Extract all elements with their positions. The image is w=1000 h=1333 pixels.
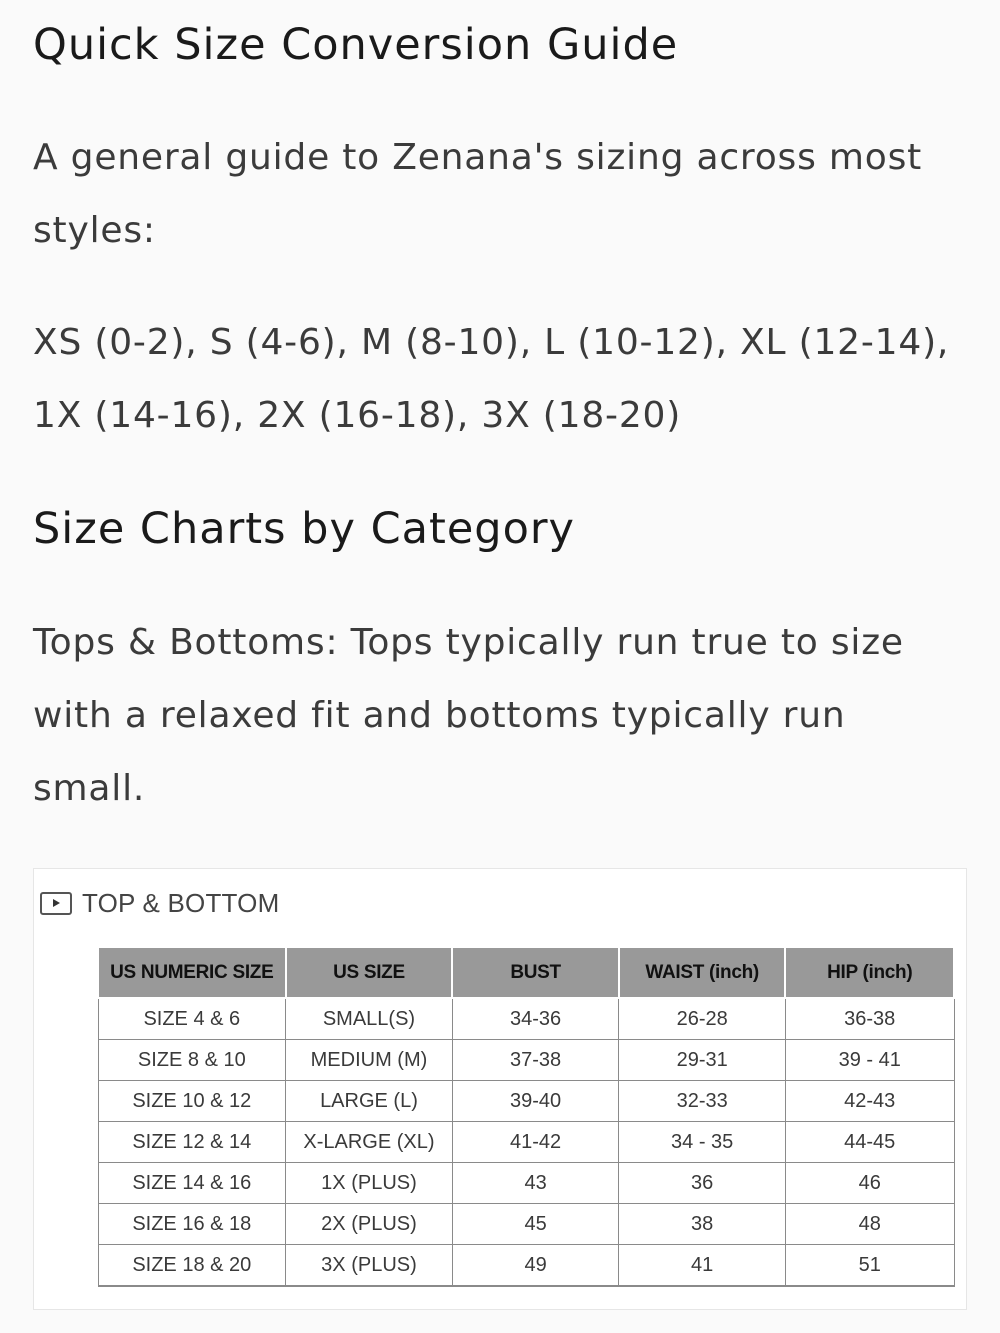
table-cell: 39-40 bbox=[452, 1081, 619, 1122]
table-row bbox=[98, 1081, 954, 1122]
size-chart-panel bbox=[33, 868, 967, 1310]
tops-bottoms-note: Tops & Bottoms: Tops typically run true to size with a relaxed fit and bottoms typically run small. bbox=[33, 622, 904, 809]
table-cell: SMALL(S) bbox=[286, 998, 453, 1040]
table-header-row bbox=[98, 947, 954, 998]
panel-toggle-header[interactable] bbox=[40, 885, 279, 921]
table-cell: SIZE 12 & 14 bbox=[98, 1122, 286, 1163]
table-cell: 48 bbox=[785, 1204, 954, 1245]
play-triangle-icon[interactable] bbox=[40, 892, 72, 915]
table-cell: 43 bbox=[452, 1163, 619, 1204]
column-header: HIP (inch) bbox=[785, 947, 954, 998]
table-cell: 51 bbox=[785, 1245, 954, 1287]
table-cell: LARGE (L) bbox=[286, 1081, 453, 1122]
table-cell: 36 bbox=[619, 1163, 786, 1204]
table-cell: 44-45 bbox=[785, 1122, 954, 1163]
table-cell: 2X (PLUS) bbox=[286, 1204, 453, 1245]
table-row bbox=[98, 1122, 954, 1163]
size-list-paragraph: XS (0-2), S (4-6), M (8-10), L (10-12), XL (12-14), 1X (14-16), 2X (16-18), 3X (18-20) bbox=[33, 322, 950, 436]
table-cell: 41 bbox=[619, 1245, 786, 1287]
table-cell: 46 bbox=[785, 1163, 954, 1204]
table-cell: 26-28 bbox=[619, 998, 786, 1040]
table-cell: 45 bbox=[452, 1204, 619, 1245]
table-cell: MEDIUM (M) bbox=[286, 1040, 453, 1081]
table-cell: 42-43 bbox=[785, 1081, 954, 1122]
table-cell: 39 - 41 bbox=[785, 1040, 954, 1081]
table-cell: SIZE 18 & 20 bbox=[98, 1245, 286, 1287]
table-row bbox=[98, 1245, 954, 1287]
table-row bbox=[98, 998, 954, 1040]
table-cell: SIZE 14 & 16 bbox=[98, 1163, 286, 1204]
table-row bbox=[98, 1040, 954, 1081]
panel-title: TOP & BOTTOM bbox=[82, 887, 280, 918]
table-cell: SIZE 16 & 18 bbox=[98, 1204, 286, 1245]
conversion-guide-heading: Quick Size Conversion Guide bbox=[33, 20, 679, 70]
column-header: US NUMERIC SIZE bbox=[98, 947, 286, 998]
table-cell: 49 bbox=[452, 1245, 619, 1287]
table-cell: SIZE 4 & 6 bbox=[98, 998, 286, 1040]
table-row bbox=[98, 1163, 954, 1204]
table-cell: 37-38 bbox=[452, 1040, 619, 1081]
table-cell: SIZE 10 & 12 bbox=[98, 1081, 286, 1122]
table-row bbox=[98, 1204, 954, 1245]
table-cell: 34 - 35 bbox=[619, 1122, 786, 1163]
table-cell: 32-33 bbox=[619, 1081, 786, 1122]
intro-paragraph: A general guide to Zenana's sizing across most styles: bbox=[33, 137, 923, 251]
table-cell: 1X (PLUS) bbox=[286, 1163, 453, 1204]
table-cell: 3X (PLUS) bbox=[286, 1245, 453, 1287]
column-header: BUST bbox=[452, 947, 619, 998]
column-header: US SIZE bbox=[286, 947, 453, 998]
table-cell: 38 bbox=[619, 1204, 786, 1245]
table-cell: 34-36 bbox=[452, 998, 619, 1040]
size-chart-table bbox=[97, 946, 955, 1287]
table-cell: 36-38 bbox=[785, 998, 954, 1040]
table-cell: X-LARGE (XL) bbox=[286, 1122, 453, 1163]
table-cell: 29-31 bbox=[619, 1040, 786, 1081]
column-header: WAIST (inch) bbox=[619, 947, 786, 998]
table-cell: 41-42 bbox=[452, 1122, 619, 1163]
table-cell: SIZE 8 & 10 bbox=[98, 1040, 286, 1081]
size-charts-heading: Size Charts by Category bbox=[33, 504, 576, 554]
